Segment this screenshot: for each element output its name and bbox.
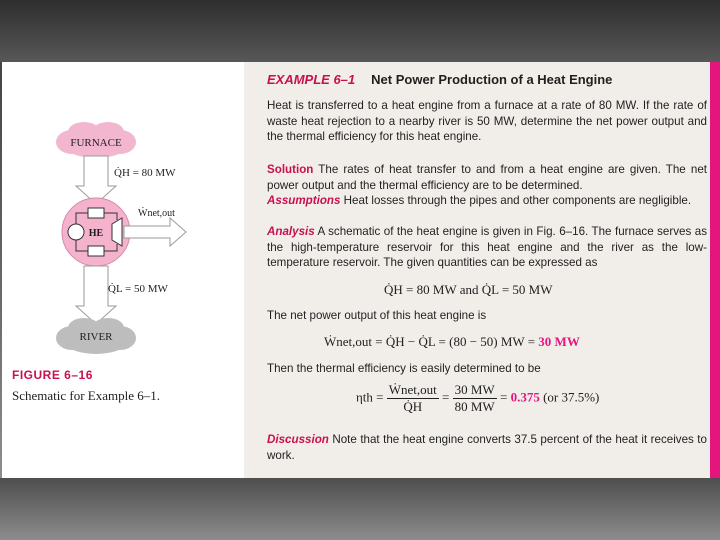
discussion-paragraph bbox=[267, 432, 707, 463]
given-equation: Q̇H = 80 MW and Q̇L = 50 MW bbox=[384, 282, 553, 297]
assumptions-label: Assumptions bbox=[267, 194, 341, 207]
efficiency-frac2-num: 30 MW bbox=[454, 382, 495, 397]
net-power-equation bbox=[324, 334, 580, 350]
net-power-intro: The net power output of this heat engine is bbox=[267, 309, 487, 322]
example-title: Net Power Production of a Heat Engine bbox=[371, 72, 613, 87]
analysis-label: Analysis bbox=[267, 225, 315, 238]
figure-caption: Schematic for Example 6–1. bbox=[12, 388, 161, 403]
furnace-label: FURNACE bbox=[70, 137, 122, 149]
heat-engine-schematic bbox=[0, 62, 240, 362]
discussion-text: Note that the heat engine converts 37.5 percent of the heat it receives to work. bbox=[267, 433, 707, 462]
solution-text: The rates of heat transfer to and from a heat engine are given. The net power output and the thermal efficiency are to be determined. bbox=[267, 163, 707, 192]
efficiency-fraction-numeric bbox=[453, 382, 497, 415]
efficiency-percent: (or 37.5%) bbox=[543, 389, 600, 405]
efficiency-frac1-den: Q̇H bbox=[403, 399, 423, 414]
heat-out-label: Q̇L = 50 MW bbox=[108, 283, 168, 295]
solution-paragraph bbox=[267, 162, 707, 193]
engine-label: HE bbox=[88, 228, 104, 239]
efficiency-equation: ηth = $\frac{\text{Ẇnet,out}}{Q̇H}$ = $\frac{30 MW}{80 MW}$ = 0.375 (or 37.5%) bbox=[356, 382, 600, 414]
analysis-paragraph bbox=[267, 224, 707, 271]
heat-in-label: Q̇H = 80 MW bbox=[114, 167, 176, 179]
heat-in-arrow bbox=[76, 156, 116, 204]
assumptions-paragraph bbox=[267, 193, 707, 209]
work-out-label: Ẇnet,out bbox=[138, 208, 175, 219]
assumptions-text: Heat losses through the pipes and other components are negligible. bbox=[343, 194, 692, 207]
efficiency-fraction-symbolic bbox=[387, 382, 439, 415]
example-label: EXAMPLE 6–1 bbox=[267, 72, 356, 87]
net-power-lhs: Ẇnet,out = Q̇H − Q̇L = (80 − 50) MW = bbox=[324, 334, 536, 349]
analysis-text: A schematic of the heat engine is given in Fig. 6–16. The furnace serves as the high-temperature reservoir for this heat engine and the river as the low-temperature reservoir. The given quantities can be expressed as bbox=[267, 225, 707, 269]
discussion-label: Discussion bbox=[267, 433, 329, 446]
efficiency-frac2-den: 80 MW bbox=[454, 399, 495, 414]
slide-top-band bbox=[0, 0, 720, 62]
slide-bottom-band bbox=[0, 478, 720, 540]
page-edge-bar bbox=[710, 62, 720, 478]
solution-label: Solution bbox=[267, 163, 314, 176]
work-out-arrow bbox=[124, 218, 186, 246]
heat-out-arrow bbox=[76, 266, 116, 324]
efficiency-result: 0.375 bbox=[510, 389, 540, 405]
efficiency-frac1-num: Ẇnet,out bbox=[388, 382, 437, 397]
net-power-result: 30 MW bbox=[538, 334, 580, 349]
river-label: RIVER bbox=[79, 331, 113, 343]
problem-statement: Heat is transferred to a heat engine from a furnace at a rate of 80 MW. If the rate of waste heat rejection to a nearby river is 50 MW, determine the net power output and the thermal efficiency for this heat engine. bbox=[267, 99, 707, 143]
figure-title: FIGURE 6–16 bbox=[12, 368, 93, 382]
efficiency-intro: Then the thermal efficiency is easily determined to be bbox=[267, 362, 541, 375]
efficiency-symbol: ηth bbox=[356, 389, 373, 405]
example-heading bbox=[267, 72, 697, 87]
